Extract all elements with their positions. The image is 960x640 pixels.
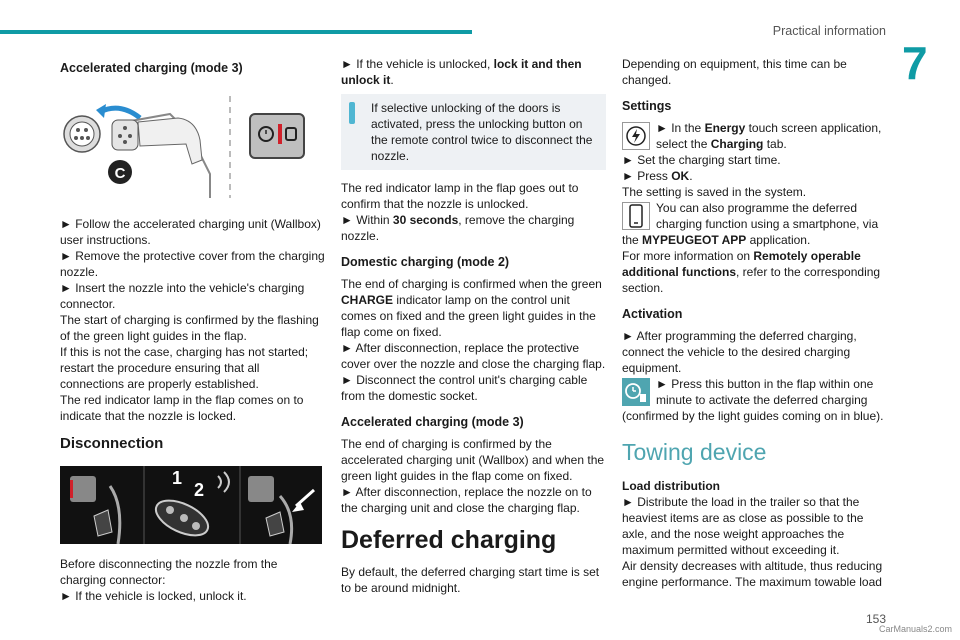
step-insert-nozzle: ► Insert the nozzle into the vehicle's charging connector. <box>60 281 305 311</box>
step-remove-cover: ► Remove the protective cover from the charging nozzle. <box>60 249 325 279</box>
step-press-button: ► Press this button in the flap within one minute to activate the deferred charging (confirmed by the light guides coming on in blue). <box>622 377 884 423</box>
step-1-label: 1 <box>172 468 183 488</box>
step-2-label: 2 <box>194 480 205 500</box>
step-disconnect-cable: ► Disconnect the control unit's charging cable from the domestic socket. <box>341 373 588 403</box>
step-connect-vehicle: ► After programming the deferred charging, connect the vehicle to the desired charging equipment. <box>622 329 857 375</box>
remote-functions-note: For more information on Remotely operable additional functions, refer to the corresponding section. <box>622 249 881 295</box>
info-note <box>341 94 606 170</box>
step-replace-nozzle: ► After disconnection, replace the nozzle on to the charging unit and close the charging flap. <box>341 485 592 515</box>
page-number: 153 <box>865 612 886 626</box>
section-title: Practical information <box>772 24 886 38</box>
header-accent-bar <box>0 30 472 34</box>
disconnect-intro: Before disconnecting the nozzle from the charging connector: <box>60 557 278 587</box>
heading-activation: Activation <box>622 307 683 321</box>
deferred-default-note: By default, the deferred charging start time is set to be around midnight. <box>341 565 600 595</box>
watermark: CarManuals2.com <box>878 624 952 634</box>
step-distribute-load: ► Distribute the load in the trailer so that the heaviest items are as close as possible to the axle, and the nose weight approaches the maximum permitted without exceeding it. <box>622 495 864 557</box>
column-3 <box>622 56 886 590</box>
domestic-end-note: The end of charging is confirmed when the green CHARGE indicator lamp on the control unit comes on fixed and the green light guides in the flap come on fixed. <box>341 277 602 339</box>
heading-settings: Settings <box>622 99 672 113</box>
step-lock-unlock: ► If the vehicle is unlocked, lock it and then unlock it. <box>341 57 582 87</box>
heading-deferred-charging: Deferred charging <box>341 526 557 554</box>
air-density-note: Air density decreases with altitude, thus reducing engine performance. The maximum towable load <box>622 559 883 589</box>
step-set-time: ► Set the charging start time. <box>622 153 781 167</box>
accelerated-end-note: The end of charging is confirmed by the accelerated charging unit (Wallbox) and when the green light guides in the flap come on fixed. <box>341 437 605 483</box>
setting-saved-note: The setting is saved in the system. <box>622 185 807 199</box>
heading-accelerated-charging: Accelerated charging (mode 3) <box>60 61 243 75</box>
heading-towing-device: Towing device <box>622 439 767 465</box>
step-press-ok: ► Press OK. <box>622 169 693 183</box>
step-unlock-vehicle: ► If the vehicle is locked, unlock it. <box>60 589 247 603</box>
info-note-text: If selective unlocking of the doors is activated, press the unlocking button on the remote control twice to disconnect the nozzle. <box>371 101 593 163</box>
red-lamp-out-note: The red indicator lamp in the flap goes out to confirm that the nozzle is unlocked. <box>341 181 579 211</box>
heading-load-distribution: Load distribution <box>622 479 720 493</box>
disconnection-illustration <box>60 466 322 544</box>
smartphone-icon <box>622 202 650 230</box>
charging-nozzle-illustration <box>60 94 308 198</box>
smartphone-app-note: You can also programme the deferred charging function using a smartphone, via the MYPEUGEOT APP application. <box>622 201 879 247</box>
charging-start-note: The start of charging is confirmed by the flashing of the green light guides in the flap. <box>60 313 319 343</box>
chapter-number: 7 <box>902 37 928 89</box>
column-1 <box>60 56 326 604</box>
step-replace-cover: ► After disconnection, replace the protective cover over the nozzle and close the charging flap. <box>341 341 606 371</box>
heading-accelerated-charging-2: Accelerated charging (mode 3) <box>341 415 524 429</box>
column-2 <box>341 56 606 596</box>
charging-fail-note: If this is not the case, charging has not started; restart the procedure ensuring that all connections are properly established. <box>60 345 309 391</box>
energy-icon <box>622 122 650 150</box>
deferred-charging-button-icon <box>622 378 650 406</box>
step-remove-nozzle: ► Within 30 seconds, remove the charging nozzle. <box>341 213 575 243</box>
red-lamp-note: The red indicator lamp in the flap comes on to indicate that the nozzle is locked. <box>60 393 304 423</box>
info-icon <box>349 102 355 124</box>
heading-disconnection: Disconnection <box>60 435 164 452</box>
heading-domestic-charging: Domestic charging (mode 2) <box>341 255 510 269</box>
illustration-letter-c: C <box>114 165 126 182</box>
step-follow-wallbox: ► Follow the accelerated charging unit (Wallbox) user instructions. <box>60 217 321 247</box>
step-select-charging-tab: ► In the Energy touch screen application, select the Charging tab. <box>656 121 882 151</box>
time-changeable-note: Depending on equipment, this time can be changed. <box>622 57 847 87</box>
